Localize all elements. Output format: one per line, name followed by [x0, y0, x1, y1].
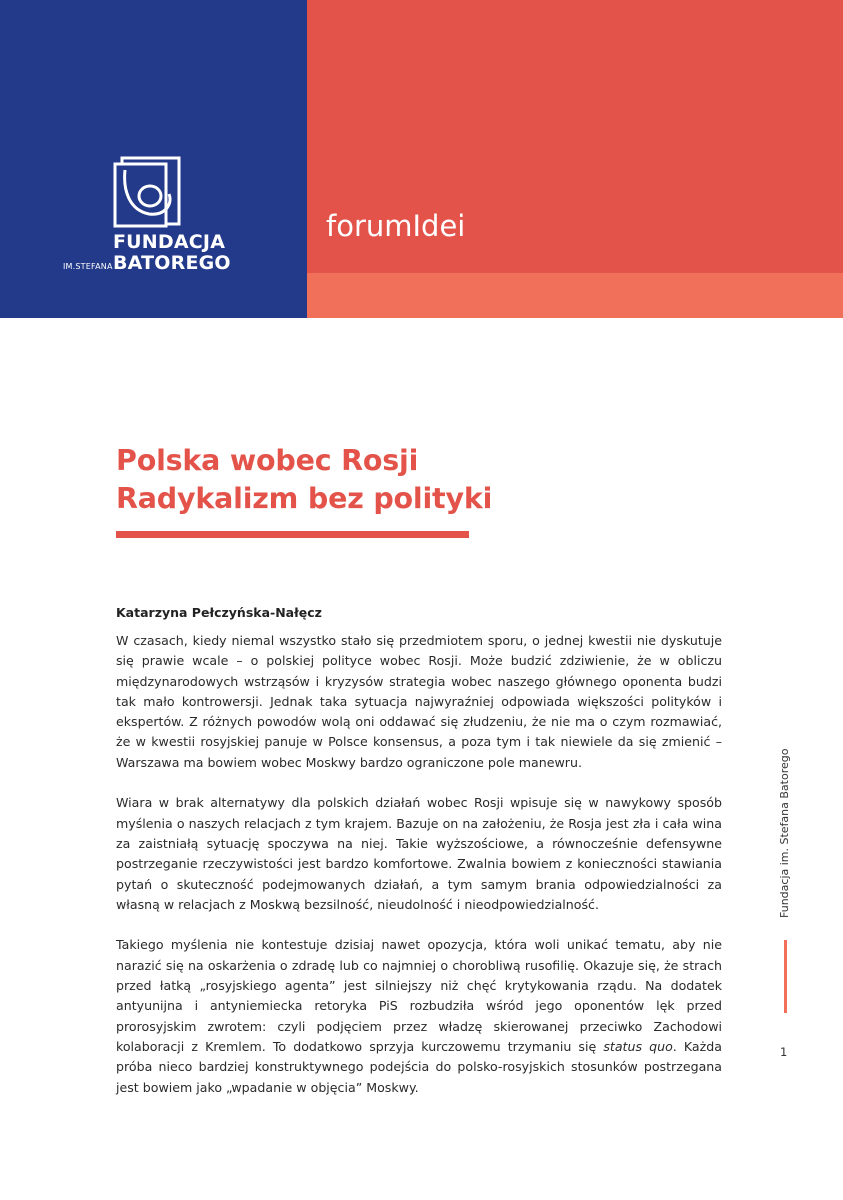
paragraph-3-emphasis: status quo [603, 1038, 673, 1054]
header-orange-band [307, 273, 843, 318]
article-body [116, 631, 722, 1118]
sidebar-organization [776, 748, 796, 920]
logo-wordmark-small: IM.STEFANA [63, 262, 113, 271]
series-name: forumIdei [326, 209, 466, 243]
page-number: 1 [780, 1045, 788, 1059]
foundation-logo-icon [113, 156, 181, 228]
title-line-2: Radykalizm bez polityki [116, 482, 493, 515]
paragraph-3-part-a: Takiego myślenia nie kontestuje dzisiaj nawet opozycja, która woli unikać tematu, aby nie narazić się na oskarżenia o zdradę lub co najmniej o chorobliwą rusofilię. Okazuje się, że strach przed łatką „rosyjskiego agenta” jest silniejszy niż chęć krytykowania rządu. Na dodatek antyunijna i antyniemiecka retoryka PiS rozbudziła wśród jego oponentów lęk przed prorosyjskim zwrotem: czyli podjęciem przez władzę skierowanej przeciwko Zachodowi kolaboracji z Kremlem. To dodatkowo sprzyja kurczowemu trzymaniu się [116, 937, 722, 1054]
article-title [116, 442, 636, 518]
sidebar-accent-rule [784, 940, 787, 1013]
sidebar-organization-label: Fundacja im. Stefana Batorego [778, 748, 791, 918]
title-line-1: Polska wobec Rosji [116, 444, 419, 477]
title-underline [116, 531, 469, 538]
logo-wordmark-line2: BATOREGO [113, 252, 231, 274]
paragraph-1: W czasach, kiedy niemal wszystko stało się przedmiotem sporu, o jednej kwestii nie dyskutuje się prawie wcale – o polskiej polityce wobec Rosji. Może budzić zdziwienie, że w obliczu międzynarodowych wstrząsów i kryzysów strategia wobec naszego głównego oponenta budzi tak mało kontrowersji. Jednak taka sytuacja najwyraźniej odpowiada większości polityków i ekspertów. Z różnych powodów wolą oni oddawać się złudzeniu, że nie ma o czym rozmawiać, że w kwestii rosyjskiej panuje w Polsce konsensus, a poza tym i tak niewiele da się zmienić – Warszawa ma bowiem wobec Moskwy bardzo ograniczone pole manewru. [116, 633, 722, 770]
paragraph-3-part-b: . Każda próba nieco bardziej konstruktywnego podejścia do polsko-rosyjskich stosunków postrzegana jest bowiem jako „wpadanie w objęcia” Moskwy. [116, 1038, 722, 1095]
paragraph-2: Wiara w brak alternatywy dla polskich działań wobec Rosji wpisuje się w nawykowy sposób myślenia o naszych relacjach z tym krajem. Bazuje on na założeniu, że Rosja jest zła i cała wina za zaistniałą sytuację spoczywa na niej. Takie wyższościowe, a równocześnie defensywne postrzeganie rzeczywistości jest bardzo komfortowe. Zwalnia bowiem z konieczności stawiania pytań o skuteczność podejmowanych działań, a tym samym brania odpowiedzialności za własną w relacjach z Moskwą bezsilność, nieudolność i nieodpowiedzialność. [116, 795, 722, 912]
author-name: Katarzyna Pełczyńska-Nałęcz [116, 605, 322, 620]
logo-wordmark-line1: FUNDACJA [113, 231, 226, 253]
paragraph-3 [116, 935, 722, 1097]
